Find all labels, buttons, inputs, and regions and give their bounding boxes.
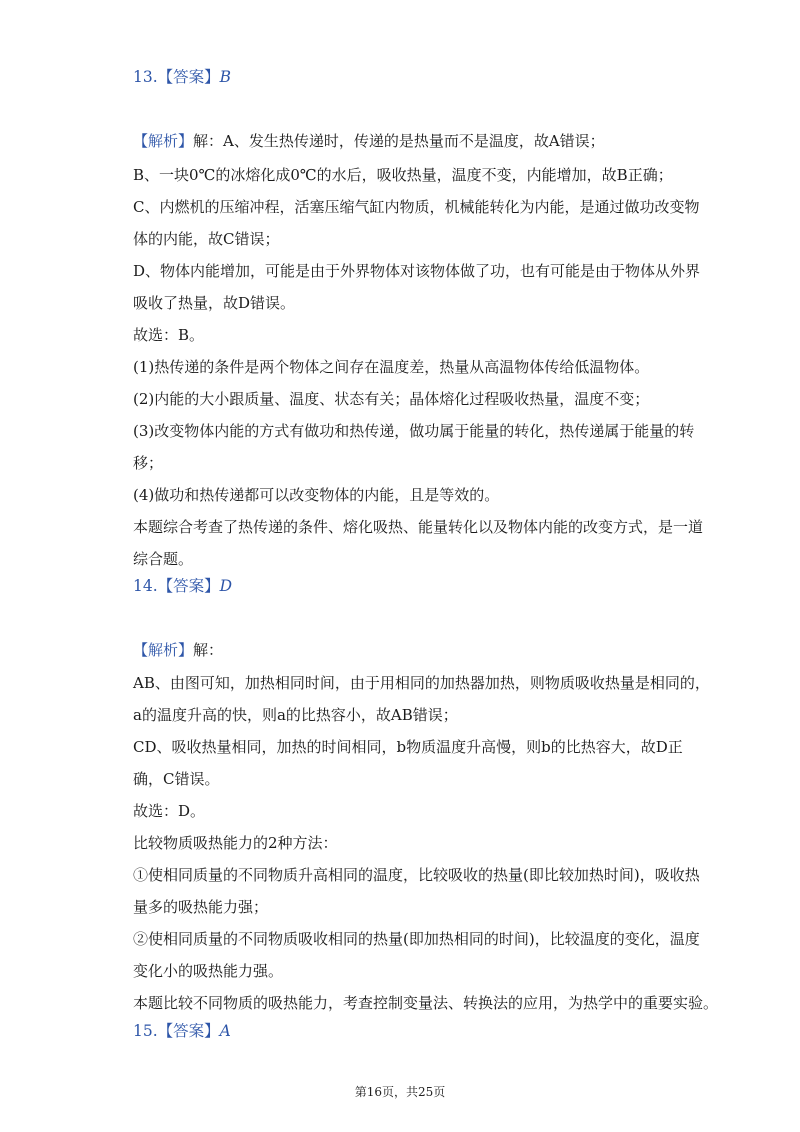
answer-heading-13 xyxy=(133,67,673,87)
analysis-line: 体的内能，故C错误； xyxy=(133,230,280,248)
answer-label: 13.【答案】 xyxy=(133,68,220,86)
analysis-line: 比较物质吸热能力的2种方法： xyxy=(133,834,338,852)
page-number: 第16页，共25页 xyxy=(354,1085,446,1099)
analysis-line: D、物体内能增加，可能是由于外界物体对该物体做了功，也有可能是由于物体从外界 xyxy=(133,262,701,280)
analysis-line: 吸收了热量，故D错误。 xyxy=(133,294,296,312)
answer-value: B xyxy=(219,68,232,86)
analysis-line: 本题综合考查了热传递的条件、熔化吸热、能量转化以及物体内能的改变方式，是一道 xyxy=(133,518,704,536)
analysis-tag: 【解析】 xyxy=(133,132,194,150)
analysis-line: B、一块0℃的冰熔化成0℃的水后，吸收热量，温度不变，内能增加，故B正确； xyxy=(133,166,673,184)
analysis-line: (2)内能的大小跟质量、温度、状态有关；晶体熔化过程吸收热量，温度不变； xyxy=(133,390,650,408)
answer-label: 15.【答案】 xyxy=(133,1022,220,1040)
analysis-line: C、内燃机的压缩冲程，活塞压缩气缸内物质，机械能转化为内能，是通过做功改变物 xyxy=(133,198,700,216)
answer-value: A xyxy=(219,1022,231,1040)
analysis-line: 移； xyxy=(133,454,164,472)
answer-value: D xyxy=(219,577,233,595)
analysis-line: 确，C错误。 xyxy=(133,770,220,788)
analysis-line: 故选：D。 xyxy=(133,802,206,820)
analysis-line: ②使相同质量的不同物质吸收相同的热量(即加热相同的时间)，比较温度的变化，温度 xyxy=(133,930,700,948)
analysis-line: 【解析】解： xyxy=(133,641,224,659)
analysis-line: 量多的吸热能力强； xyxy=(133,898,269,916)
analysis-line: (1)热传递的条件是两个物体之间存在温度差，热量从高温物体传给低温物体。 xyxy=(133,358,650,376)
analysis-line: (4)做功和热传递都可以改变物体的内能，且是等效的。 xyxy=(133,486,500,504)
analysis-line: AB、由图可知，加热相同时间，由于用相同的加热器加热，则物质吸收热量是相同的， xyxy=(133,674,710,692)
analysis-line: 本题比较不同物质的吸热能力，考查控制变量法、转换法的应用，为热学中的重要实验。 xyxy=(133,994,719,1012)
analysis-line: (3)改变物体内能的方式有做功和热传递，做功属于能量的转化，热传递属于能量的转 xyxy=(133,422,695,440)
analysis-line: 综合题。 xyxy=(133,550,194,568)
analysis-line: ①使相同质量的不同物质升高相同的温度，比较吸收的热量(即比较加热时间)，吸收热 xyxy=(133,866,700,884)
analysis-line: CD、吸收热量相同，加热的时间相同，b物质温度升高慢，则b的比热容大，故D正 xyxy=(133,738,683,756)
answer-label: 14.【答案】 xyxy=(133,577,220,595)
answer-heading-15 xyxy=(133,1021,673,1041)
analysis-tag: 【解析】 xyxy=(133,641,194,659)
answer-heading-14 xyxy=(133,576,673,596)
analysis-line: 【解析】解：A、发生热传递时，传递的是热量而不是温度，故A错误； xyxy=(133,132,605,150)
analysis-line: 故选：B。 xyxy=(133,326,205,344)
analysis-line: 变化小的吸热能力强。 xyxy=(133,962,284,980)
analysis-line: a的温度升高的快，则a的比热容小，故AB错误； xyxy=(133,706,458,724)
